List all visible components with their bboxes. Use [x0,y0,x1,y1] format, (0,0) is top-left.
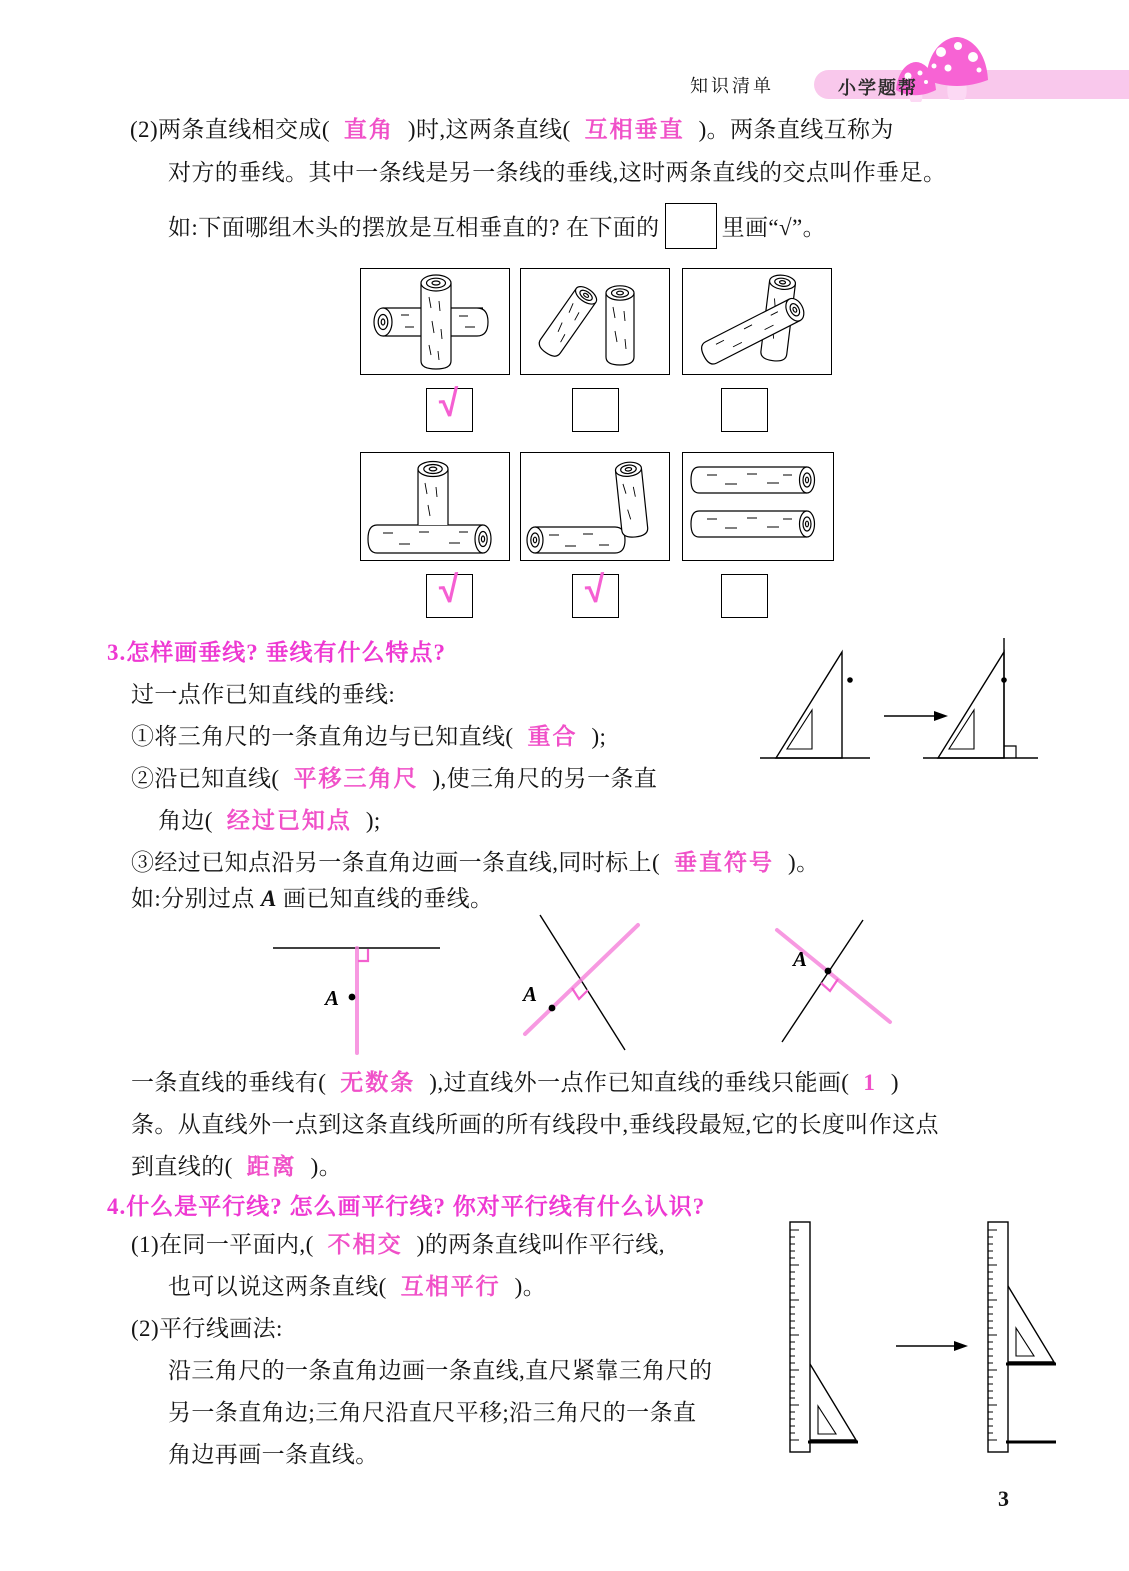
check-mark: √ [437,382,462,425]
point-a-label: A [523,982,538,1006]
answer-checkbox[interactable] [572,388,619,432]
text-line: 一条直线的垂线有( 无数条 ),过直线外一点作已知直线的垂线只能画( 1 ) [131,1070,899,1095]
perpendicular-examples-diagram [235,900,935,1068]
answer-checkbox[interactable] [572,568,619,618]
logs-corner-image [520,452,670,561]
answer-checkbox[interactable] [721,388,768,432]
ruler-parallel-diagram [778,1206,1123,1481]
text-line: 到直线的( 距离 )。 [131,1154,343,1179]
answer-checkbox[interactable] [721,574,768,618]
answer-blank: 距离 [246,1154,297,1179]
section-4-heading: 4.什么是平行线? 怎么画平行线? 你对平行线有什么认识? [107,1194,706,1219]
step-line: ③经过已知点沿另一条直角边画一条直线,同时标上( 垂直符号 )。 [131,850,820,875]
answer-checkbox[interactable] [426,568,473,618]
answer-blank: 不相交 [327,1232,403,1257]
step-line: ②沿已知直线( 平移三角尺 ),使三角尺的另一条直 [131,766,658,791]
step-line: 角边( 经过已知点 ); [158,808,381,833]
instruction-line: 如:下面哪组木头的摆放是互相垂直的? 在下面的 里画“√”。 [168,203,826,249]
question-line: 对方的垂线。其中一条线是另一条线的垂线,这时两条直线的交点叫作垂足。 [168,160,947,185]
text-line: 条。从直线外一点到这条直线所画的所有线段中,垂线段最短,它的长度叫作这点 [131,1112,939,1137]
point-a-label: A [260,886,277,911]
logs-slanted-pair-image [520,268,670,375]
header-left-label: 知识清单 [690,76,774,96]
logs-t-shape-image [360,452,510,561]
check-mark: √ [437,568,462,611]
answer-blank: 互相平行 [400,1274,501,1299]
page-number: 3 [998,1486,1009,1511]
answer-blank: 互相垂直 [584,117,685,142]
point-a-label: A [793,947,808,971]
answer-checkbox[interactable] [426,382,473,432]
text-line: 角边再画一条直线。 [168,1442,379,1467]
example-line: 如:分别过点 A 画已知直线的垂线。 [131,886,494,911]
text-line: 另一条直角边;三角尺沿直尺平移;沿三角尺的一条直 [168,1400,697,1425]
answer-blank: 重合 [527,724,578,749]
logs-oblique-cross-image [682,268,832,375]
logs-cross-image [360,268,510,375]
answer-blank: 经过已知点 [226,808,352,833]
logs-parallel-image [682,452,834,561]
answer-blank: 无数条 [340,1070,416,1095]
question-line: (2)两条直线相交成( 直角 )时,这两条直线( 互相垂直 )。两条直线互称为 [130,117,894,142]
text-line: 沿三角尺的一条直角边画一条直线,直尺紧靠三角尺的 [168,1358,713,1383]
section-3-heading: 3.怎样画垂线? 垂线有什么特点? [107,640,446,665]
text-line: (2)平行线画法: [131,1316,283,1341]
check-mark: √ [583,568,608,611]
answer-blank: 直角 [343,117,394,142]
answer-blank: 平移三角尺 [293,766,419,791]
answer-box[interactable] [665,203,717,249]
answer-blank: 1 [863,1070,877,1095]
text-line: 也可以说这两条直线( 互相平行 )。 [168,1274,547,1299]
step-line: ①将三角尺的一条直角边与已知直线( 重合 ); [131,724,607,749]
text-line: 过一点作已知直线的垂线: [131,682,396,707]
point-a-label: A [325,986,340,1010]
brand-title: 小学题帮 [838,78,918,98]
answer-blank: 垂直符号 [674,850,775,875]
set-square-diagram [748,628,1128,803]
text-line: (1)在同一平面内,( 不相交 )的两条直线叫作平行线, [131,1232,665,1257]
